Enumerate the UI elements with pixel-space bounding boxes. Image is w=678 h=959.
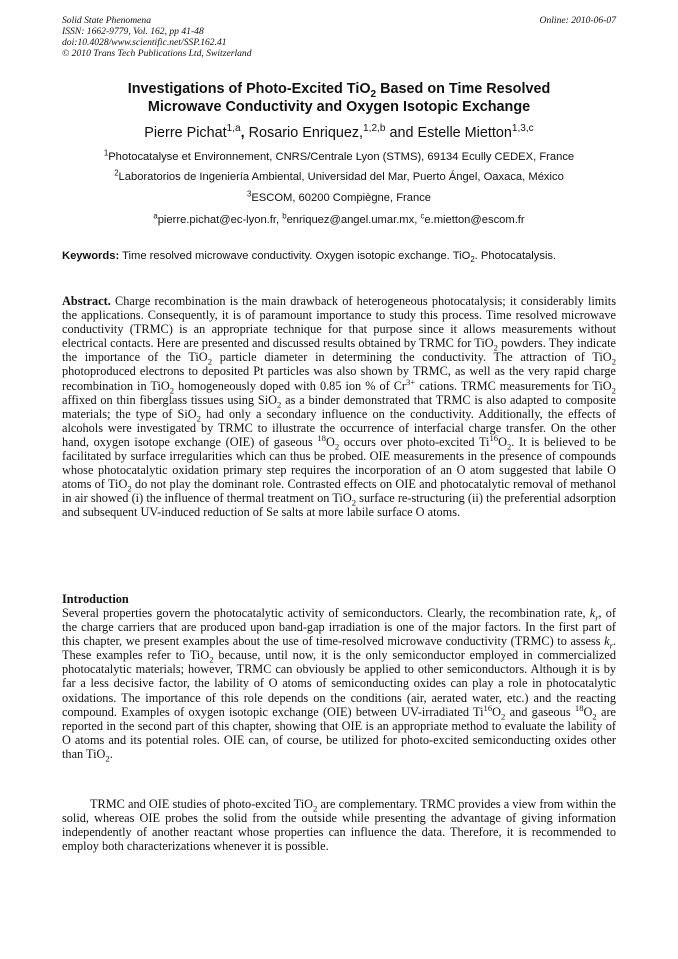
keywords-sub: 2: [470, 255, 475, 265]
abstract-text: O: [498, 434, 507, 449]
keywords: [62, 250, 616, 264]
aff-2-text: Laboratorios de Ingeniería Ambiental, Universidad del Mar, Puerto Ángel, Oaxaca, México: [118, 171, 564, 183]
abstract-text: affixed on thin fiberglass tissues using SiO: [62, 392, 278, 407]
keywords-label: Keywords:: [62, 250, 120, 262]
symbol-k: k: [604, 634, 610, 649]
abstract: [62, 294, 616, 520]
sub-2: 2: [506, 441, 512, 452]
sup-18: 18: [317, 432, 326, 443]
sub-2: 2: [493, 342, 498, 353]
author-2-sup: 1,2,b: [363, 123, 386, 135]
intro-text: TRMC and OIE studies of photo-excited TiO: [90, 797, 314, 811]
sub-2: 2: [277, 399, 282, 410]
title-line1-a: Investigations of Photo-Excited TiO: [127, 81, 371, 97]
aff-3-sup: 3: [246, 189, 252, 199]
journal-name: Solid State Phenomena: [62, 15, 151, 26]
abstract-text: surface re-structuring (ii) the preferential adsorption and subsequent UV-induced reduction of Se salts at more labile surface O atoms.: [62, 491, 617, 520]
abstract-text: homogeneously doped with 0.85 ion % of Cr: [174, 378, 407, 393]
sub-2: 2: [501, 711, 506, 722]
intro-text: . These examples refer to TiO: [62, 634, 616, 663]
symbol-k: k: [589, 606, 596, 620]
abstract-text: occurs over photo-excited Ti: [339, 434, 490, 449]
abstract-text: . It is believed to be facilitated by surface irregularities which can thus be probed. OIE measurements in the presence of compounds whose photocatalytic oxidation primary step requires the incorporation of an O atom suggested that labile O atoms of TiO: [62, 434, 617, 492]
intro-paragraph-1: [62, 606, 617, 764]
sup-3plus: 3+: [406, 376, 416, 387]
intro-text: are reported in the second part of this chapter, showing that OIE is an appropriate method to evaluate the lability of O atoms and its potential roles. OIE can, of course, be utilized for photo-excited semiconducting oxides other than TiO: [62, 704, 616, 761]
email-a-sup: a: [153, 211, 158, 221]
affiliation-3: [62, 189, 616, 205]
aff-3-text: ESCOM, 60200 Compiègne, France: [251, 192, 432, 204]
symbol-r: r: [609, 640, 613, 651]
sub-2: 2: [207, 356, 212, 367]
intro-text: and gaseous: [505, 704, 575, 719]
email-c-sup: c: [420, 211, 425, 221]
affiliation-2: [62, 168, 616, 184]
abstract-text: O: [325, 434, 335, 449]
sub-2: 2: [351, 497, 357, 508]
author-sep-and: and: [385, 125, 418, 141]
author-2: Rosario Enriquez,: [248, 125, 364, 141]
email-c-link[interactable]: e.mietton@escom.fr: [424, 214, 525, 226]
abstract-label: Abstract.: [62, 294, 111, 308]
email-b-sup: b: [282, 211, 287, 221]
aff-1-sup: 1: [103, 148, 109, 158]
aff-1-text: Photocatalyse et Environnement, CNRS/Centrale Lyon (STMS), 69134 Ecully CEDEX, France: [108, 151, 575, 163]
intro-text: Several properties govern the photocatalytic activity of semiconductors. Clearly, the recombination rate,: [62, 606, 590, 620]
abstract-text: as a binder demonstrated that TRMC is also adapted to composite materials; the type of SiO: [62, 392, 616, 421]
sub-2: 2: [611, 356, 616, 367]
abstract-text: cations. TRMC measurements for TiO: [415, 378, 612, 393]
paper-title: [62, 80, 616, 116]
sub-2: 2: [209, 654, 214, 665]
journal-header: [62, 15, 616, 59]
sup-16: 16: [483, 702, 493, 713]
intro-text: because, until now, it is the only semiconductor employed in commercialized photocatalytic materials; however, TRMC can obviously be applied to other semiconductors. Although it is by far a less decisive factor, the lability of O atoms of semiconducting oxides can play a role in photocatalytic oxidations. The importance of this role depends on the conditions (air, aerated water, etc.) and the reacting compound. Examples of oxygen isotopic exchange (OIE) between UV-irradiated Ti: [62, 648, 617, 719]
intro-text: .: [109, 746, 113, 761]
sub-2: 2: [196, 413, 201, 424]
journal-issn: ISSN: 1662-9779, Vol. 162, pp 41-48: [62, 26, 204, 37]
sub-2: 2: [169, 385, 175, 396]
email-b-link[interactable]: enriquez@angel.umar.mx,: [286, 214, 421, 226]
journal-copyright: © 2010 Trans Tech Publications Ltd, Switzerland: [62, 48, 252, 59]
section-heading-introduction: Introduction: [62, 592, 129, 606]
email-a-link[interactable]: pierre.pichat@ec-lyon.fr,: [157, 214, 283, 226]
sub-2: 2: [105, 753, 110, 764]
sub-2: 2: [127, 483, 132, 494]
sub-2: 2: [334, 441, 340, 452]
title-line2: Microwave Conductivity and Oxygen Isotopic Exchange: [147, 99, 531, 115]
keywords-text-end: . Photocatalysis.: [474, 250, 557, 262]
author-list: [62, 124, 616, 142]
title-line1-b: Based on Time Resolved: [376, 81, 551, 97]
sub-2: 2: [313, 803, 318, 814]
abstract-text: Charge recombination is the main drawback of heterogeneous photocatalysis; it considerably limits the applications. Consequently, it is of paramount importance to study this process. Time resolved microwave conductivity (TRMC) is an appropriate technique for that purpose since it allows measurements without electrical contacts. Here are presented and discussed results obtained by TRMC for TiO: [62, 294, 616, 351]
author-sep: ,: [240, 125, 249, 141]
symbol-r: r: [595, 612, 599, 623]
sup-18: 18: [574, 702, 584, 713]
sub-2: 2: [592, 711, 597, 722]
sub-2: 2: [611, 385, 616, 396]
author-3: Estelle Mietton: [417, 125, 512, 141]
intro-text: O: [583, 704, 593, 719]
author-emails: [62, 211, 616, 227]
abstract-text: had only a secondary influence on the conductivity. Additionally, the effects of alcohols were investigated by TRMC to illustrate the occurrence of interfacial charge transfer. On the other hand, oxygen isotope exchange (OIE) of gaseous: [62, 406, 616, 449]
abstract-text: powders. They indicate the importance of the TiO: [62, 336, 616, 365]
abstract-text: do not play the dominant role. Contrasted effects on OIE and photocatalytic removal of methanol in air showed (i) the influence of thermal treatment on TiO: [62, 477, 617, 506]
author-3-sup: 1,3,c: [511, 123, 534, 135]
affiliation-1: [62, 148, 616, 164]
journal-doi: doi:10.4028/www.scientific.net/SSP.162.41: [62, 37, 227, 48]
aff-2-sup: 2: [114, 168, 119, 178]
intro-text: , of the charge carriers that are produced upon band-gap irradiation is one of the major factors. In the first part of this chapter, we present examples about the use of time-resolved microwave conductivity (TRMC) to assess: [62, 606, 616, 649]
intro-paragraph-2: [62, 797, 616, 853]
abstract-text: particle diameter in determining the conductivity. The attraction of TiO: [212, 350, 612, 365]
intro-text: are complementary. TRMC provides a view from within the solid, whereas OIE probes the solid from the outside while presenting the advantage of giving information independently of another reactant whose properties can influence the data. Therefore, it is recommended to employ both characterizations whenever it is possible.: [62, 797, 616, 854]
author-1-sup: 1,a: [226, 123, 241, 135]
intro-text: O: [492, 704, 502, 719]
online-date: Online: 2010-06-07: [539, 15, 616, 26]
sup-16: 16: [489, 432, 499, 443]
author-1: Pierre Pichat: [144, 125, 227, 141]
abstract-text: photoproduced electrons to deposited Pt particles was also shown by TRMC, as well as the very rapid charge recombination in TiO: [62, 364, 616, 393]
title-sub: 2: [370, 88, 377, 100]
keywords-text: Time resolved microwave conductivity. Oxygen isotopic exchange. TiO: [119, 250, 471, 262]
